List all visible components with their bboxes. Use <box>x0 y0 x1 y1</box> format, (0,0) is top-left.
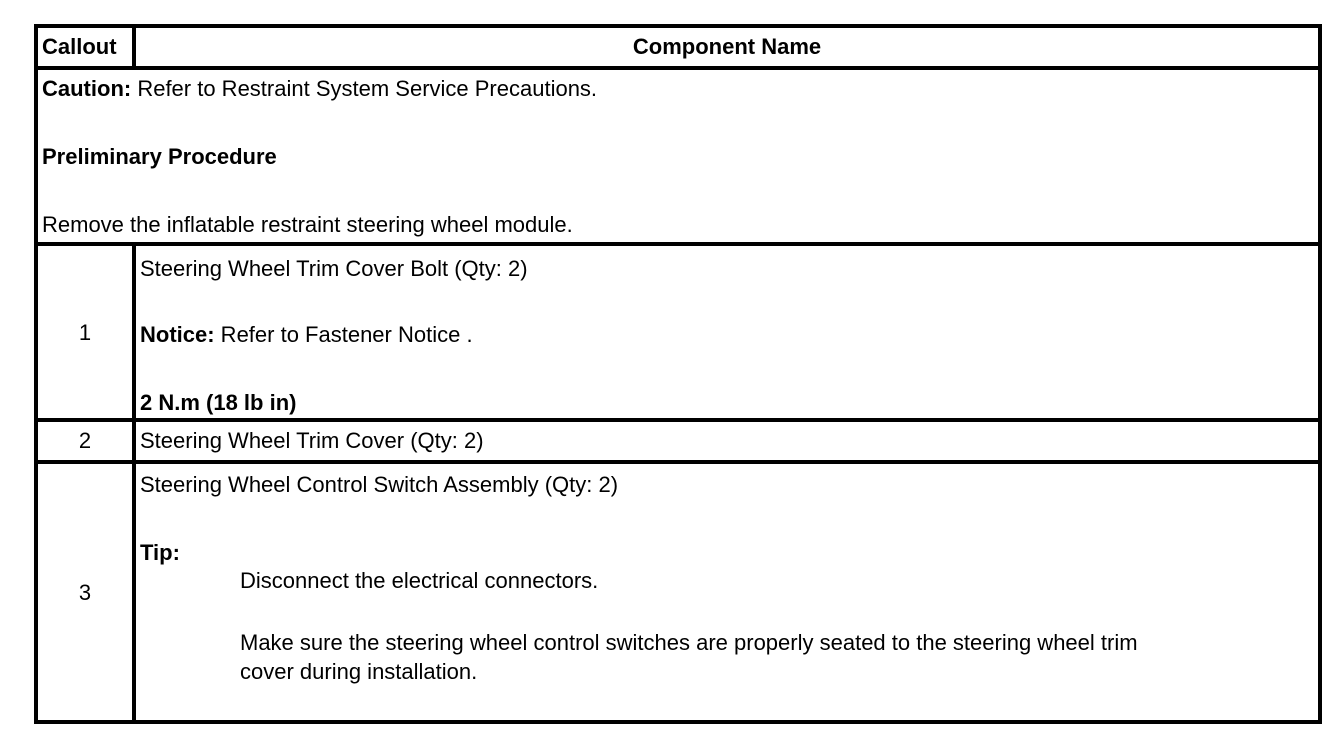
tip-item: Disconnect the electrical connectors. <box>240 568 599 593</box>
notice-text: Refer to Fastener Notice . <box>214 322 473 347</box>
tip-item: Make sure the steering wheel control switches are properly seated to the steering wheel trim <box>240 630 1138 655</box>
caution-line <box>42 76 597 102</box>
table-row <box>38 246 1318 418</box>
preliminary-section <box>38 70 1318 242</box>
row-column-divider <box>132 464 136 720</box>
component-name-header: Component Name <box>632 34 822 59</box>
callout-number: 2 <box>78 428 92 453</box>
row-column-divider <box>132 246 136 418</box>
torque-spec: 2 N.m (18 lb in) <box>140 390 297 415</box>
callout-number: 1 <box>78 320 92 345</box>
table-row <box>38 422 1318 460</box>
callout-header: Callout <box>42 34 117 59</box>
tip-item-continued: cover during installation. <box>240 659 478 684</box>
caution-text: Refer to Restraint System Service Precautions. <box>131 76 598 101</box>
preliminary-procedure-text: Remove the inflatable restraint steering wheel module. <box>42 212 573 237</box>
caution-label: Caution: <box>42 76 132 101</box>
component-name: Steering Wheel Trim Cover (Qty: 2) <box>140 428 484 453</box>
component-table <box>34 24 1322 724</box>
callout-number: 3 <box>78 580 92 605</box>
notice-label: Notice: <box>140 322 215 347</box>
component-name: Steering Wheel Trim Cover Bolt (Qty: 2) <box>140 256 528 281</box>
notice-line <box>140 322 473 348</box>
row-column-divider <box>132 422 136 460</box>
component-name: Steering Wheel Control Switch Assembly (Qty: 2) <box>140 472 619 497</box>
preliminary-procedure-title: Preliminary Procedure <box>42 144 277 169</box>
tip-label: Tip: <box>140 540 180 565</box>
table-row <box>38 464 1318 720</box>
